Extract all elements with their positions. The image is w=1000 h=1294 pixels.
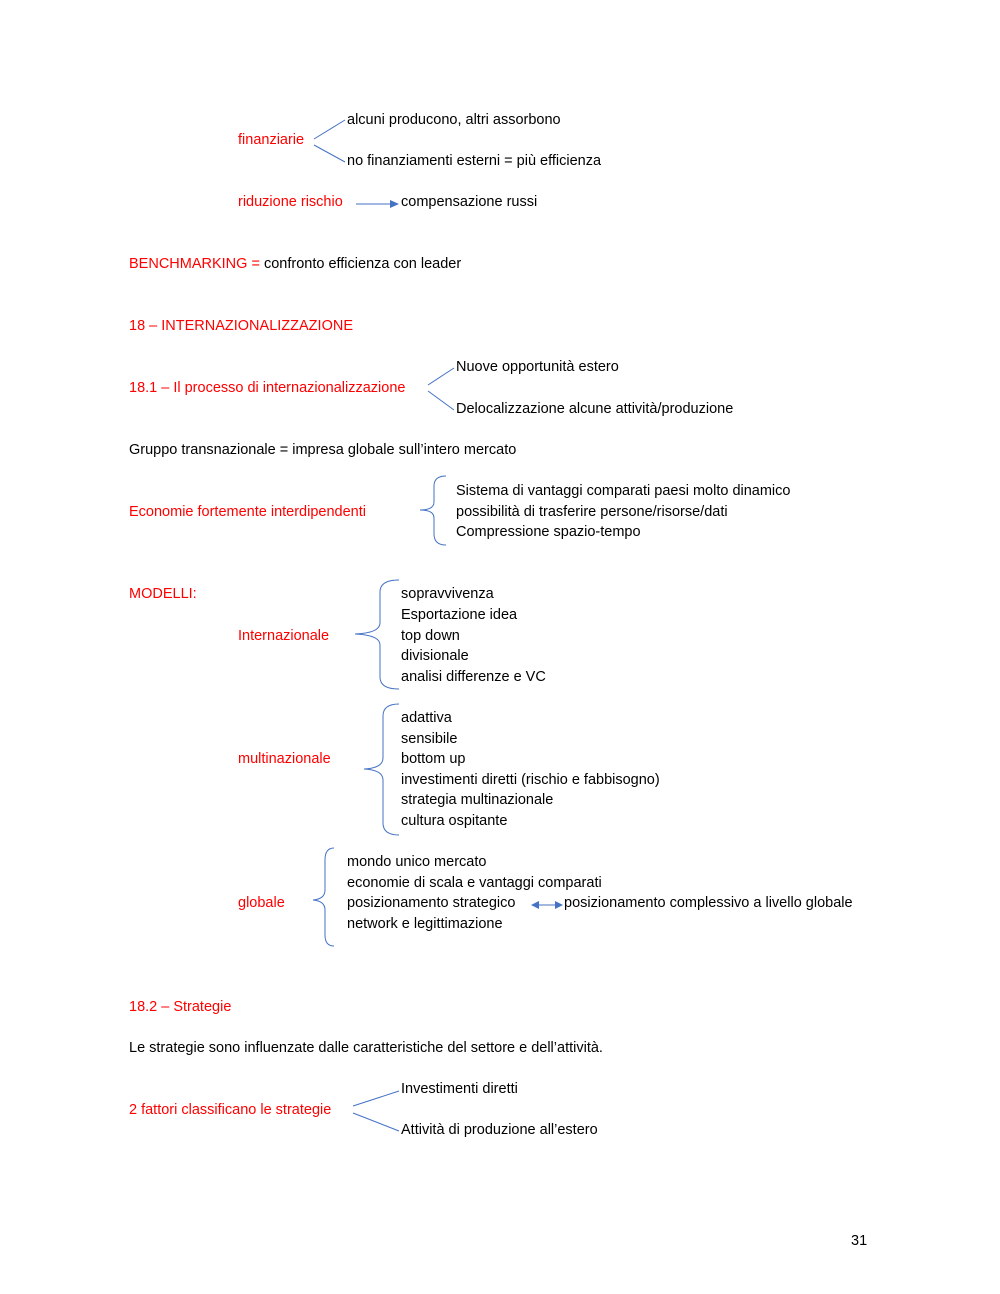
modelli-heading: MODELLI: (129, 586, 197, 602)
globale-item: economie di scala e vantaggi comparati (347, 875, 602, 891)
globale-item: network e legittimazione (347, 916, 503, 932)
page-number: 31 (851, 1233, 868, 1249)
globale-item: mondo unico mercato (347, 854, 487, 870)
internazionale-label: Internazionale (238, 628, 330, 644)
brace-icon (420, 476, 446, 545)
section-18-heading: 18 – INTERNAZIONALIZZAZIONE (129, 318, 353, 334)
multinazionale-item: bottom up (401, 751, 466, 767)
internazionale-item: analisi differenze e VC (401, 669, 546, 685)
riduzione-rischio-target: compensazione russi (401, 194, 538, 210)
finanziarie-branch-1: alcuni producono, altri assorbono (347, 112, 561, 128)
connector-line (314, 120, 345, 139)
globale-item: posizionamento strategico (347, 895, 516, 911)
fattori-branch-1: Investimenti diretti (401, 1081, 518, 1097)
benchmarking-term: BENCHMARKING = (129, 256, 260, 272)
section-18-2-heading: 18.2 – Strategie (129, 999, 232, 1015)
economie-item: possibilità di trasferire persone/risorse/dati (456, 504, 728, 520)
multinazionale-item: adattiva (401, 710, 452, 726)
connector-line (428, 391, 454, 410)
multinazionale-item: cultura ospitante (401, 813, 508, 829)
section-18-1-branch-1: Nuove opportunità estero (456, 359, 619, 375)
section-18-1-heading: 18.1 – Il processo di internazionalizzazione (129, 380, 406, 396)
globale-label: globale (238, 895, 285, 911)
fattori-branch-2: Attività di produzione all’estero (401, 1122, 598, 1138)
benchmarking-line (129, 255, 461, 273)
internazionale-item: Esportazione idea (401, 607, 518, 623)
economie-item: Compressione spazio-tempo (456, 524, 641, 540)
arrowhead (555, 901, 563, 909)
brace-icon (355, 580, 399, 689)
connector-line (428, 368, 454, 385)
riduzione-rischio-label: riduzione rischio (238, 194, 343, 210)
internazionale-item: top down (401, 628, 460, 644)
globale-linked-item: posizionamento complessivo a livello globale (564, 895, 853, 911)
section-18-1-branch-2: Delocalizzazione alcune attività/produzione (456, 401, 734, 417)
connector-line (314, 145, 345, 162)
finanziarie-label: finanziarie (238, 132, 305, 148)
section-18-2-text: Le strategie sono influenzate dalle caratteristiche del settore e dell’attività. (129, 1040, 603, 1056)
multinazionale-item: sensibile (401, 731, 458, 747)
arrowhead (531, 901, 539, 909)
brace-icon (364, 704, 399, 835)
arrowhead (390, 200, 399, 208)
fattori-label: 2 fattori classificano le strategie (129, 1102, 332, 1118)
economie-item: Sistema di vantaggi comparati paesi molto dinamico (456, 483, 791, 499)
multinazionale-item: strategia multinazionale (401, 792, 554, 808)
multinazionale-label: multinazionale (238, 751, 331, 767)
brace-icon (313, 848, 334, 946)
economie-label: Economie fortemente interdipendenti (129, 504, 366, 520)
gruppo-transnazionale-text: Gruppo transnazionale = impresa globale sull’intero mercato (129, 442, 517, 458)
connector-line (353, 1113, 399, 1131)
benchmarking-definition: confronto efficienza con leader (259, 256, 462, 272)
finanziarie-branch-2: no finanziamenti esterni = più efficienza (347, 153, 602, 169)
internazionale-item: divisionale (401, 648, 469, 664)
connector-line (353, 1091, 399, 1106)
multinazionale-item: investimenti diretti (rischio e fabbisogno) (401, 772, 660, 788)
internazionale-item: sopravvivenza (401, 586, 494, 602)
